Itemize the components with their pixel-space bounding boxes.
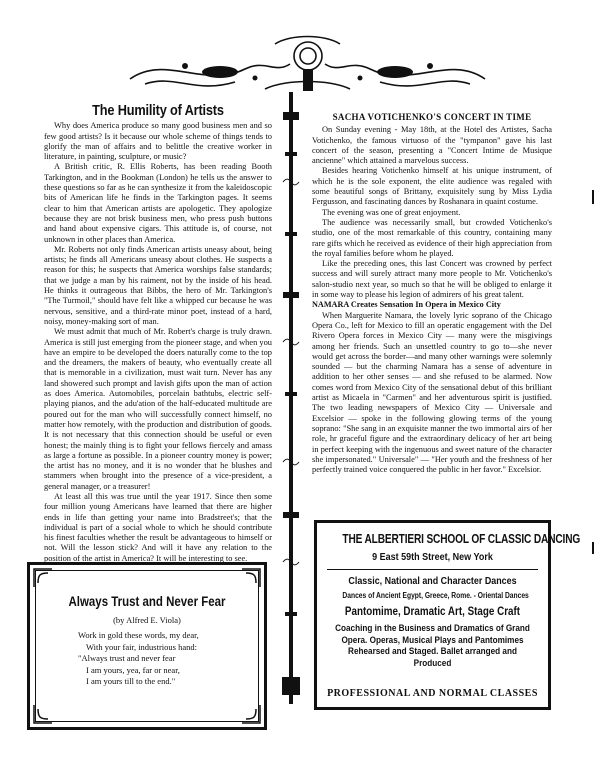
poem-line: Work in gold these words, my dear, (78, 630, 199, 640)
poem-line: With your fair, industrious hand: (86, 641, 197, 652)
ad-line: Coaching in the Business and Dramatics of Grand Opera. Operas, Musical Plays and Pantomimes Rehearsed and Staged. Ballet arranged and Produced (335, 623, 530, 669)
margin-mark (592, 190, 594, 204)
art-nouveau-header-ornament (125, 34, 490, 96)
poem-line: I am yours till to the end." (86, 676, 176, 686)
poem-title: Always Trust and Never Fear (68, 593, 226, 609)
dancing-school-advertisement (314, 520, 581, 710)
ad-title: THE ALBERTIERI SCHOOL OF CLASSIC DANCING (342, 531, 581, 546)
paragraph: At least all this was true until the year 1917. Since then some four million young Americans have learned that there are higher ends in life than getting your name into Bradstreet's; that the individual is part of a social whole to which he should contribute his finest faculties whether the result be advantageous to himself or not. Will the lesson stick? And will it have any relation to the position of the artist in America? It will be interesting to see. (44, 491, 272, 563)
right-article (312, 112, 552, 475)
divider-rule (327, 569, 538, 570)
article-title: The Humility of Artists (92, 102, 224, 119)
corner-ornament-icon (240, 703, 262, 725)
paragraph: Like the preceding ones, this last Concert was crowned by perfect success and will surely attract many more people to Mr. Votichenko's salon-studio next year, so much so that he will be obliged to enlarge it in some way to please his legion of admirers of his great talent. (312, 259, 552, 300)
paragraph: The evening was one of great enjoyment. (322, 207, 461, 217)
vertical-ornamental-divider (280, 92, 302, 704)
paragraph: On Sunday evening - May 18th, at the Hotel des Artistes, Sacha Votichenko, the famous virtuoso of the "tympanon" gave his last concert of the season, presenting a "Concert Intime de Musique ancienne" which attained a marvelous success. (312, 125, 552, 166)
poem-author: (by Alfred E. Viola) (113, 615, 181, 625)
paragraph: Mr. Roberts not only finds American artists uneasy about, being artists; he finds all Americans uneasy about clothes. He suspects a reason for this; he suspects that America worships false standards; that we judge a man by his raiment, not by the inside of his head. He thinks it outrageous that Bibbs, the hero of Mr. Tarkington's "The Turmoil," should have felt like a whipped cur because he was nervous, sensitive, and a third-rate minor poet, instead of a hard, noisy, money-making sort of man. (44, 244, 272, 326)
article-title: SACHA VOTICHENKO'S CONCERT IN TIME (332, 112, 532, 122)
paragraph: A British critic, R. Ellis Roberts, has been reading Booth Tarkington, and in the Bookman (London) he tells us the answer to these questions so far as he can synthesize it from the kaleidoscopic bits of American life he finds in the Tarkington pages. It seems clear to him that American artists are apologetic. They apologize because they are not brisk business men, who press push buttons and hand about expensive cigars. This attitude is, of course, not unknown in other places than America. (44, 162, 272, 244)
corner-ornament-icon (240, 567, 262, 589)
corner-ornament-icon (32, 703, 54, 725)
paragraph: Besides hearing Votichenko himself at his unique instrument, of which he is the sole exponent, the elite audience was regaled with some beautiful songs of Brittany, exquisitely sung by Miss Lydia Fergusson, and fascinating dances by Roshanara in quaint costume. (312, 166, 552, 207)
poem-line: "Always trust and never fear (78, 653, 176, 663)
namara-heading: NAMARA Creates Sensation In Opera in Mexico City (312, 300, 501, 310)
paragraph: We must admit that much of Mr. Robert's charge is truly drawn. America is still just emerging from the pioneer stage, and when you have an empire to be developed the doers naturally come to the top and the dreamers, the makers of beauty, who eventually create all that is memorable in a civilization, must wait turn. Never has any land showered such prompt and lavish gifts upon the man of action as does America. Automobiles, porcelain bathtubs, electric self-playing pianos, and the adu'ation of the half-educated multitude are poured out for the man who will successfully connect himself, no matter how remotely, with the production and distribution of goods. It is not necessary that this connection should be useful or even honest; the mainly thing is to fight your fellows fiercely and amass as large a fortune as possible. In a pioneer country money is power; the artist has no money, and it is no wonder that he blushes and stammers when brought into the presence of a vice-president, a general manager, or a treasurer! (44, 327, 272, 491)
paragraph: Why does America produce so many good business men and so few good artists? Is it because our whole scheme of things tends to glorify the man of affairs and to belittle the creative worker in literature, in painting, sculpture, or music? (44, 121, 272, 162)
left-article (44, 102, 272, 564)
corner-ornament-icon (32, 567, 54, 589)
ad-line: Pantomime, Dramatic Art, Stage Craft (344, 604, 521, 618)
ad-line: Classic, National and Character Dances (348, 575, 517, 587)
paragraph: The audience was necessarily small, but crowded Votichenko's studio, one of the most remarkable of this country, containing many rare gifts which he received as evidence of their high appreciation from the royal families before whom he played. (312, 217, 552, 258)
margin-mark (592, 542, 594, 554)
ad-line: PROFESSIONAL AND NORMAL CLASSES (327, 688, 538, 699)
poem-lines (78, 630, 199, 688)
ad-address: 9 East 59th Street, New York (372, 552, 493, 563)
ad-line: Dances of Ancient Egypt, Greece, Rome. - Oriental Dances (342, 590, 529, 600)
poem-line: I am yours, yea, far or near, (86, 664, 180, 675)
paragraph: When Marguerite Namara, the lovely lyric soprano of the Chicago Opera Co., left for Mexico to fill an operatic engagement with the Del Rivero Opera forces in Mexico City — many were the misgivings among her friends. Such an unsettled country to go to—she never would get across the border—and many other warnings were solemnly sounded — but the charming Namara has a sense of adventure in addition to her other senses — and she refused to be alarmed. Now comes word from Mexico City of the sensational debut of this brilliant artist as Micaela in "Carmen" and her adventurous spirit is justified. The two leading newspapers of Mexico City — Universale and Excelsior — spoke in the following glowing terms of the young soprano: "She sang in an exquisite manner the two immortal airs of her role, hr graceful figure and the extraordinary delicacy of her art being in perfect keeping with the ingenuous and sweet nature of the character she impersonated." Universale" — "Her youth and the freshness of her perfectly trained voice conquered the public in her favor." Excelsior. (312, 310, 552, 475)
poem-box (27, 562, 267, 730)
